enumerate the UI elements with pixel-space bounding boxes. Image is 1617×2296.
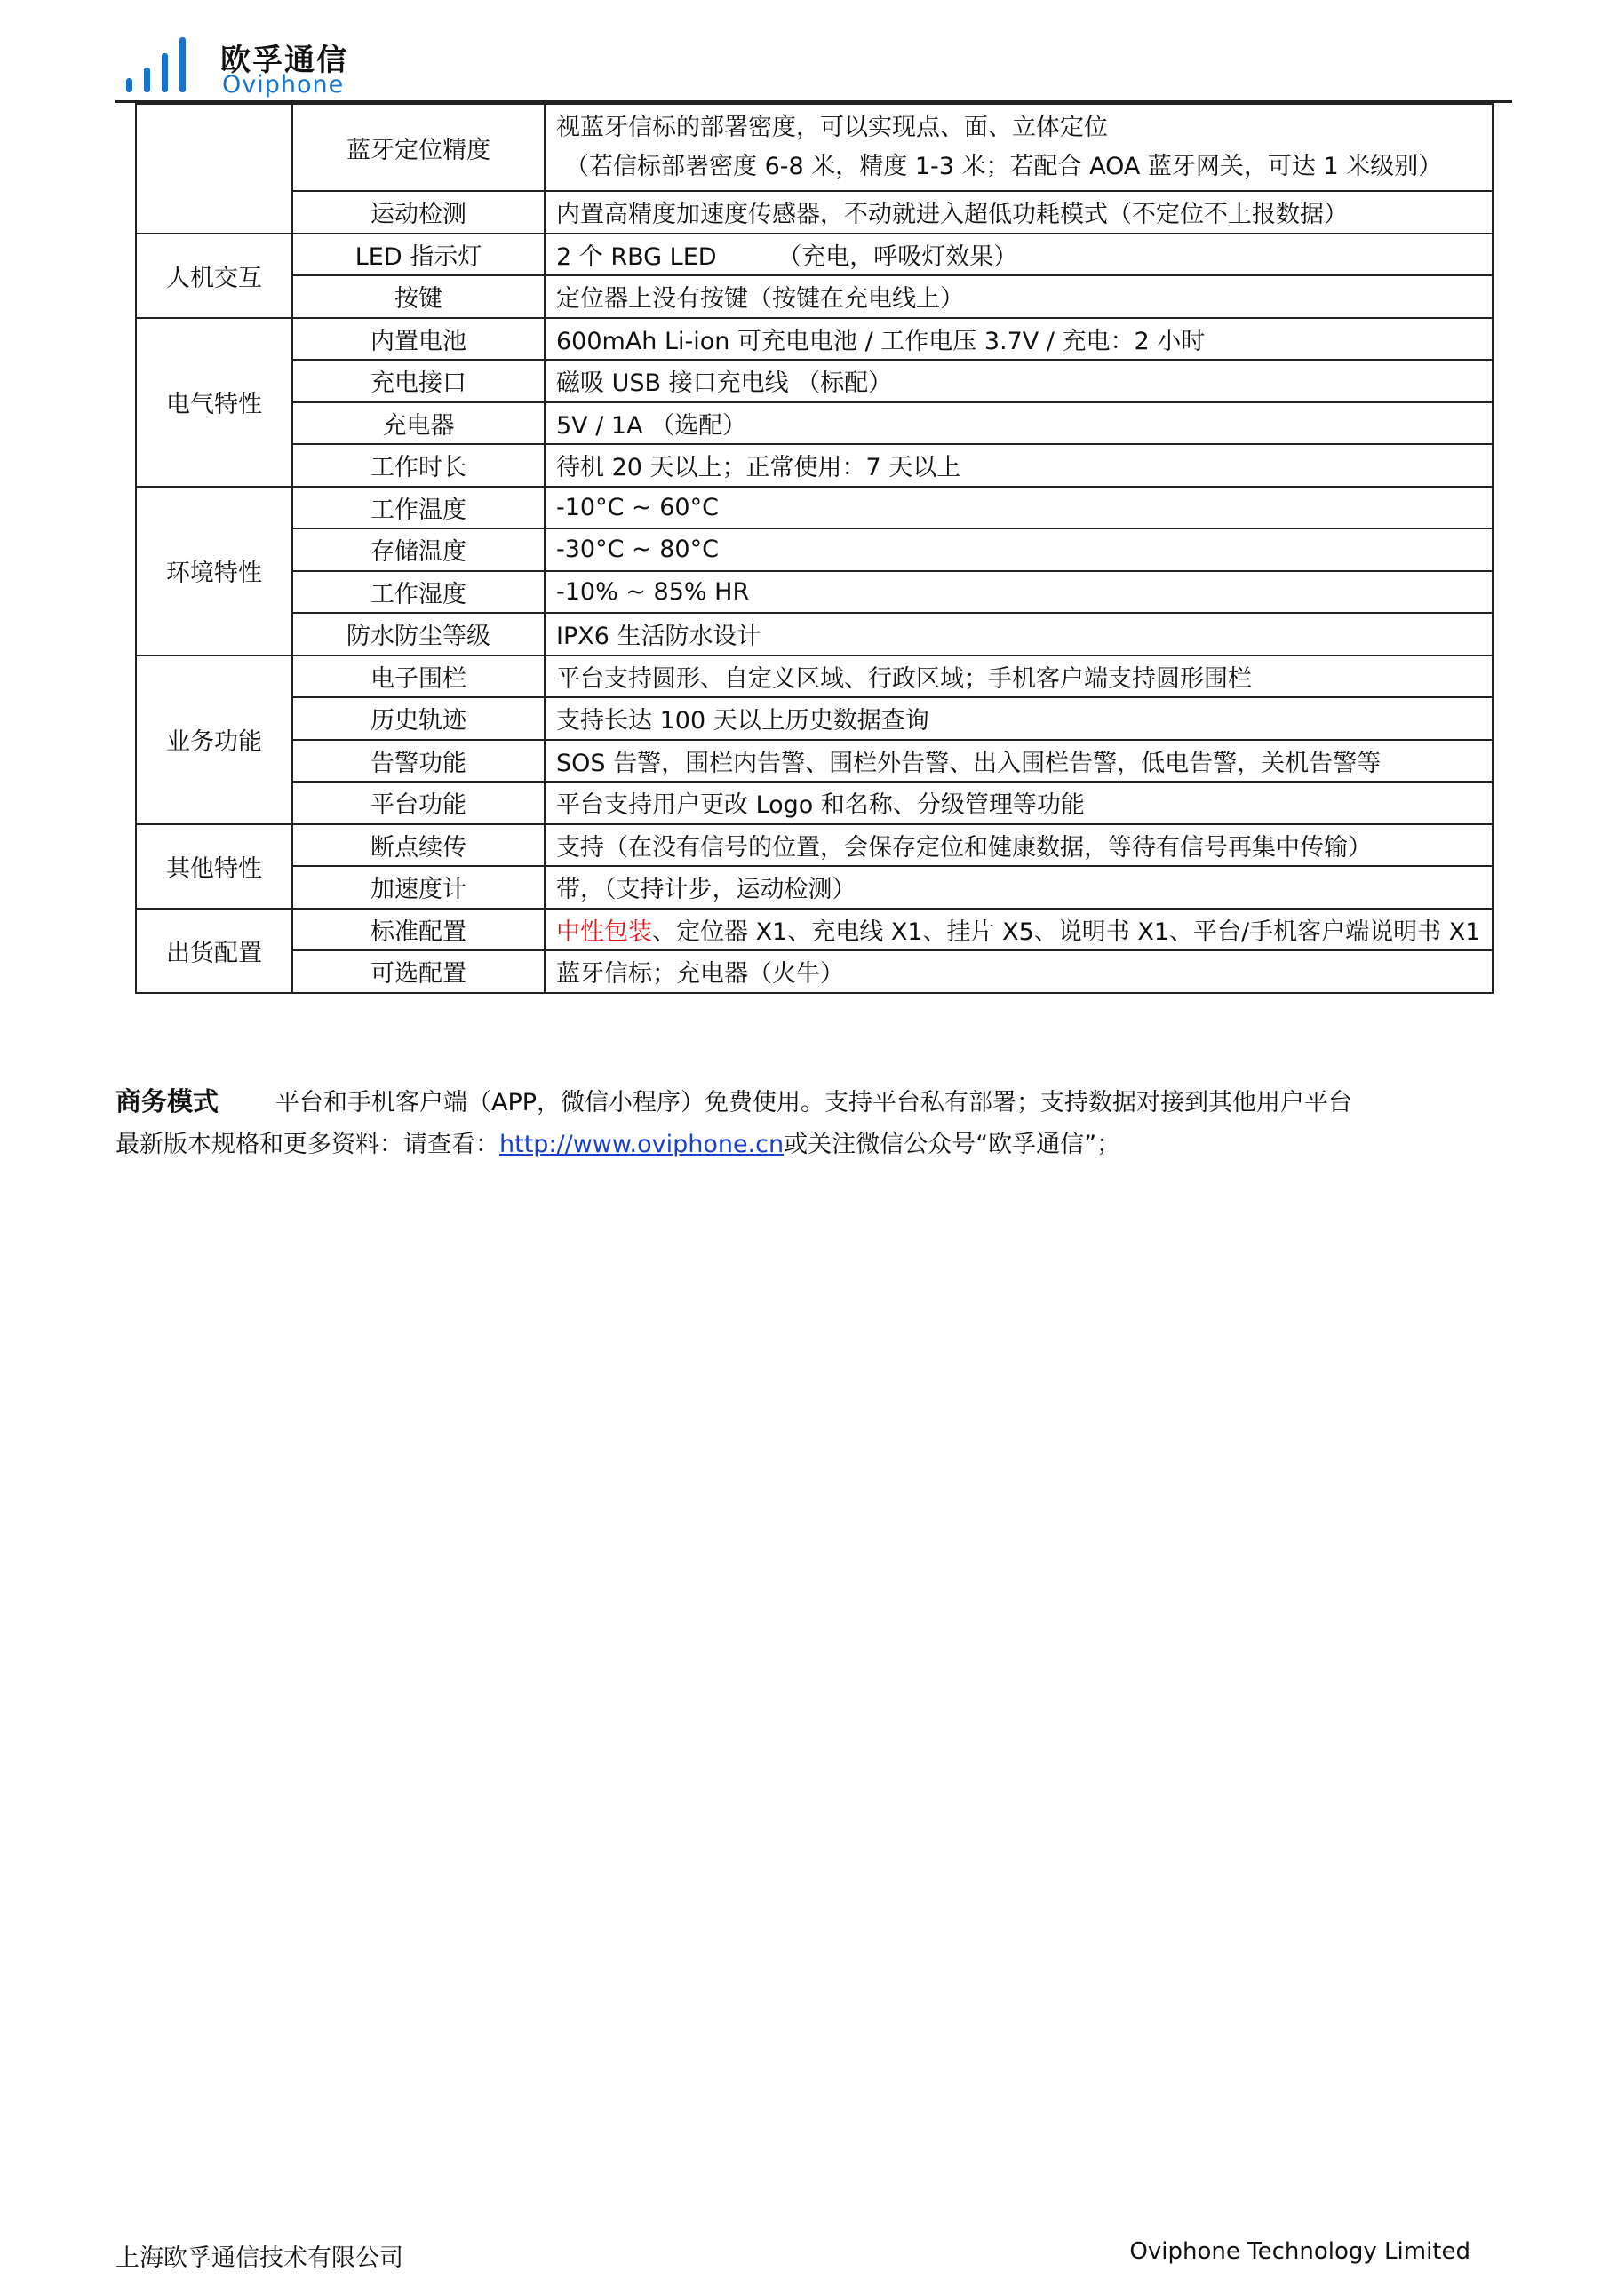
footer-company-en: Oviphone Technology Limited: [1129, 2238, 1470, 2265]
table-row: [136, 950, 1493, 993]
desc-cell: [545, 104, 1493, 191]
table-row: [136, 487, 1493, 529]
item-cell: 断点续传: [292, 824, 545, 867]
table-row: [136, 655, 1493, 698]
table-row: [136, 191, 1493, 234]
item-cell: 内置电池: [292, 318, 545, 361]
table-row: [136, 444, 1493, 487]
table-row: [136, 613, 1493, 655]
desc-cell: 内置高精度加速度传感器，不动就进入超低功耗模式（不定位不上报数据）: [545, 191, 1493, 234]
table-row: [136, 697, 1493, 740]
desc-cell: IPX6 生活防水设计: [545, 613, 1493, 655]
more-prefix: 最新版本规格和更多资料：请查看：: [116, 1131, 499, 1158]
item-cell: LED 指示灯: [292, 234, 545, 276]
table-row: [136, 318, 1493, 361]
desc-text: 、定位器 X1、充电线 X1、挂片 X5、说明书 X1、平台/手机客户端说明书 X1: [652, 918, 1481, 946]
desc-cell: 定位器上没有按键（按键在充电线上）: [545, 275, 1493, 318]
desc-line: 视蓝牙信标的部署密度，可以实现点、面、立体定位: [556, 114, 1108, 141]
table-row: [136, 740, 1493, 783]
desc-cell: 2 个 RBG LED （充电，呼吸灯效果）: [545, 234, 1493, 276]
item-cell: 工作湿度: [292, 571, 545, 614]
desc-cell: 支持（在没有信号的位置，会保存定位和健康数据，等待有信号再集中传输）: [545, 824, 1493, 867]
item-cell: 蓝牙定位精度: [292, 104, 545, 191]
desc-cell: 带，（支持计步，运动检测）: [545, 866, 1493, 909]
item-cell: 工作时长: [292, 444, 545, 487]
desc-cell: 600mAh Li-ion 可充电电池 / 工作电压 3.7V / 充电：2 小时: [545, 318, 1493, 361]
business-label: 商务模式: [116, 1086, 219, 1116]
table-row: [136, 571, 1493, 614]
table-row: [136, 360, 1493, 402]
table-row: [136, 234, 1493, 276]
page-header: [116, 27, 1510, 103]
item-cell: 充电器: [292, 402, 545, 445]
brand-name-cn: 欧孚通信: [220, 43, 348, 78]
item-cell: 充电接口: [292, 360, 545, 402]
item-cell: 可选配置: [292, 950, 545, 993]
website-link[interactable]: http://www.oviphone.cn: [499, 1131, 785, 1158]
desc-cell: SOS 告警，围栏内告警、围栏外告警、出入围栏告警，低电告警，关机告警等: [545, 740, 1493, 783]
table-row: [136, 275, 1493, 318]
item-cell: 历史轨迹: [292, 697, 545, 740]
business-model: [116, 1082, 1352, 1118]
desc-cell: 蓝牙信标；充电器（火牛）: [545, 950, 1493, 993]
category-cell: [136, 104, 292, 234]
desc-line: （若信标部署密度 6-8 米，精度 1-3 米；若配合 AOA 蓝牙网关，可达 1 米级别）: [565, 153, 1443, 180]
table-row: [136, 104, 1493, 191]
item-cell: 工作温度: [292, 487, 545, 529]
desc-cell: 平台支持用户更改 Logo 和名称、分级管理等功能: [545, 782, 1493, 824]
desc-cell: 磁吸 USB 接口充电线 （标配）: [545, 360, 1493, 402]
item-cell: 电子围栏: [292, 655, 545, 698]
desc-cell: 平台支持圆形、自定义区域、行政区域；手机客户端支持圆形围栏: [545, 655, 1493, 698]
spec-table: [135, 103, 1494, 994]
desc-cell: -10% ~ 85% HR: [545, 571, 1493, 614]
desc-cell: 待机 20 天以上；正常使用：7 天以上: [545, 444, 1493, 487]
item-cell: 标准配置: [292, 909, 545, 951]
brand-name-en: Oviphone: [222, 71, 345, 99]
item-cell: 防水防尘等级: [292, 613, 545, 655]
more-info: [116, 1124, 1120, 1159]
table-row: [136, 528, 1493, 571]
business-text: 平台和手机客户端（APP，微信小程序）免费使用。支持平台私有部署；支持数据对接到其他用户平台: [275, 1089, 1353, 1116]
highlight-text: 中性包装: [556, 918, 652, 946]
more-suffix: 或关注微信公众号“欧孚通信”；: [784, 1131, 1121, 1158]
table-row: [136, 866, 1493, 909]
desc-cell: [545, 909, 1493, 951]
table-row: [136, 909, 1493, 951]
item-cell: 告警功能: [292, 740, 545, 783]
category-cell: 人机交互: [136, 234, 292, 318]
category-cell: 业务功能: [136, 655, 292, 824]
desc-cell: 支持长达 100 天以上历史数据查询: [545, 697, 1493, 740]
table-row: [136, 402, 1493, 445]
category-cell: 出货配置: [136, 909, 292, 993]
category-cell: 其他特性: [136, 824, 292, 909]
signal-bars-logo-icon: [123, 34, 194, 98]
item-cell: 按键: [292, 275, 545, 318]
item-cell: 加速度计: [292, 866, 545, 909]
desc-cell: 5V / 1A （选配）: [545, 402, 1493, 445]
desc-cell: -10°C ~ 60°C: [545, 487, 1493, 529]
category-cell: 电气特性: [136, 318, 292, 487]
footer-company-cn: 上海欧孚通信技术有限公司: [116, 2244, 403, 2272]
table-row: [136, 782, 1493, 824]
item-cell: 存储温度: [292, 528, 545, 571]
desc-cell: -30°C ~ 80°C: [545, 528, 1493, 571]
category-cell: 环境特性: [136, 487, 292, 655]
item-cell: 平台功能: [292, 782, 545, 824]
table-row: [136, 824, 1493, 867]
item-cell: 运动检测: [292, 191, 545, 234]
